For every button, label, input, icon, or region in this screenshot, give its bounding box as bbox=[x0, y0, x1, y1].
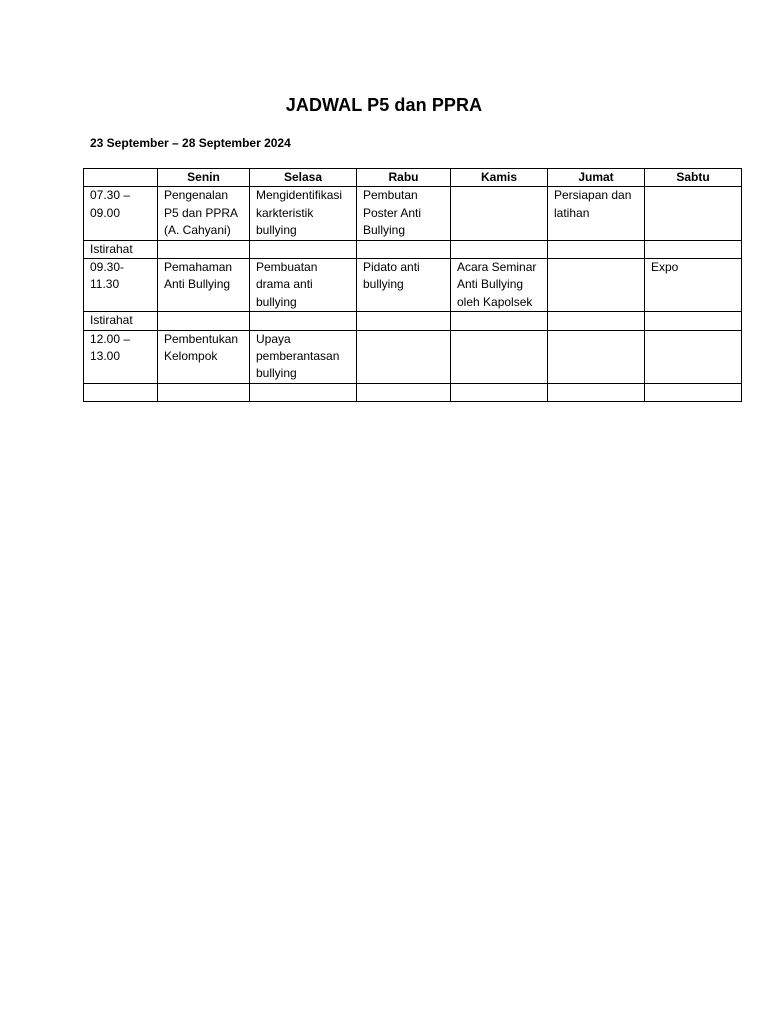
table-cell bbox=[451, 383, 548, 401]
time-cell: 07.30 – 09.00 bbox=[84, 187, 158, 240]
table-cell bbox=[158, 312, 250, 330]
table-cell: Pengenalan P5 dan PPRA (A. Cahyani) bbox=[158, 187, 250, 240]
table-row-break bbox=[84, 312, 742, 330]
table-cell: Mengidentifikasi karkteristik bullying bbox=[250, 187, 357, 240]
table-cell bbox=[645, 383, 742, 401]
time-cell bbox=[84, 383, 158, 401]
table-row-empty bbox=[84, 383, 742, 401]
table-cell: Persiapan dan latihan bbox=[548, 187, 645, 240]
table-cell bbox=[645, 187, 742, 240]
table-cell bbox=[158, 240, 250, 258]
table-cell bbox=[250, 312, 357, 330]
header-cell-selasa: Selasa bbox=[250, 169, 357, 187]
table-cell: Acara Seminar Anti Bullying oleh Kapolsek bbox=[451, 259, 548, 312]
table-row bbox=[84, 259, 742, 312]
table-cell bbox=[548, 240, 645, 258]
table-row-break bbox=[84, 240, 742, 258]
table-header-row bbox=[84, 169, 742, 187]
table-row bbox=[84, 330, 742, 383]
table-cell bbox=[158, 383, 250, 401]
table-cell bbox=[645, 312, 742, 330]
header-cell-jumat: Jumat bbox=[548, 169, 645, 187]
time-cell: Istirahat bbox=[84, 312, 158, 330]
time-cell: 12.00 – 13.00 bbox=[84, 330, 158, 383]
table-cell: Pemahaman Anti Bullying bbox=[158, 259, 250, 312]
time-cell: 09.30- 11.30 bbox=[84, 259, 158, 312]
header-cell-rabu: Rabu bbox=[357, 169, 451, 187]
table-cell bbox=[357, 330, 451, 383]
table-cell bbox=[250, 240, 357, 258]
date-range: 23 September – 28 September 2024 bbox=[90, 136, 291, 150]
header-cell-time bbox=[84, 169, 158, 187]
time-cell: Istirahat bbox=[84, 240, 158, 258]
table-cell bbox=[357, 312, 451, 330]
table-cell bbox=[645, 330, 742, 383]
table-cell bbox=[548, 259, 645, 312]
table-cell bbox=[548, 312, 645, 330]
schedule-table bbox=[83, 168, 742, 402]
header-cell-kamis: Kamis bbox=[451, 169, 548, 187]
table-cell bbox=[548, 330, 645, 383]
table-cell bbox=[451, 330, 548, 383]
table-row bbox=[84, 187, 742, 240]
table-cell: Pembentukan Kelompok bbox=[158, 330, 250, 383]
page-title: JADWAL P5 dan PPRA bbox=[285, 95, 483, 115]
table-cell: Pidato anti bullying bbox=[357, 259, 451, 312]
table-cell bbox=[357, 383, 451, 401]
table-cell bbox=[357, 240, 451, 258]
header-cell-sabtu: Sabtu bbox=[645, 169, 742, 187]
table-cell: Upaya pemberantasan bullying bbox=[250, 330, 357, 383]
table-cell: Expo bbox=[645, 259, 742, 312]
table-cell bbox=[451, 187, 548, 240]
table-cell bbox=[548, 383, 645, 401]
table-cell: Pembutan Poster Anti Bullying bbox=[357, 187, 451, 240]
table-cell: Pembuatan drama anti bullying bbox=[250, 259, 357, 312]
table-cell bbox=[451, 240, 548, 258]
table-cell bbox=[451, 312, 548, 330]
table-cell bbox=[250, 383, 357, 401]
header-cell-senin: Senin bbox=[158, 169, 250, 187]
table-cell bbox=[645, 240, 742, 258]
